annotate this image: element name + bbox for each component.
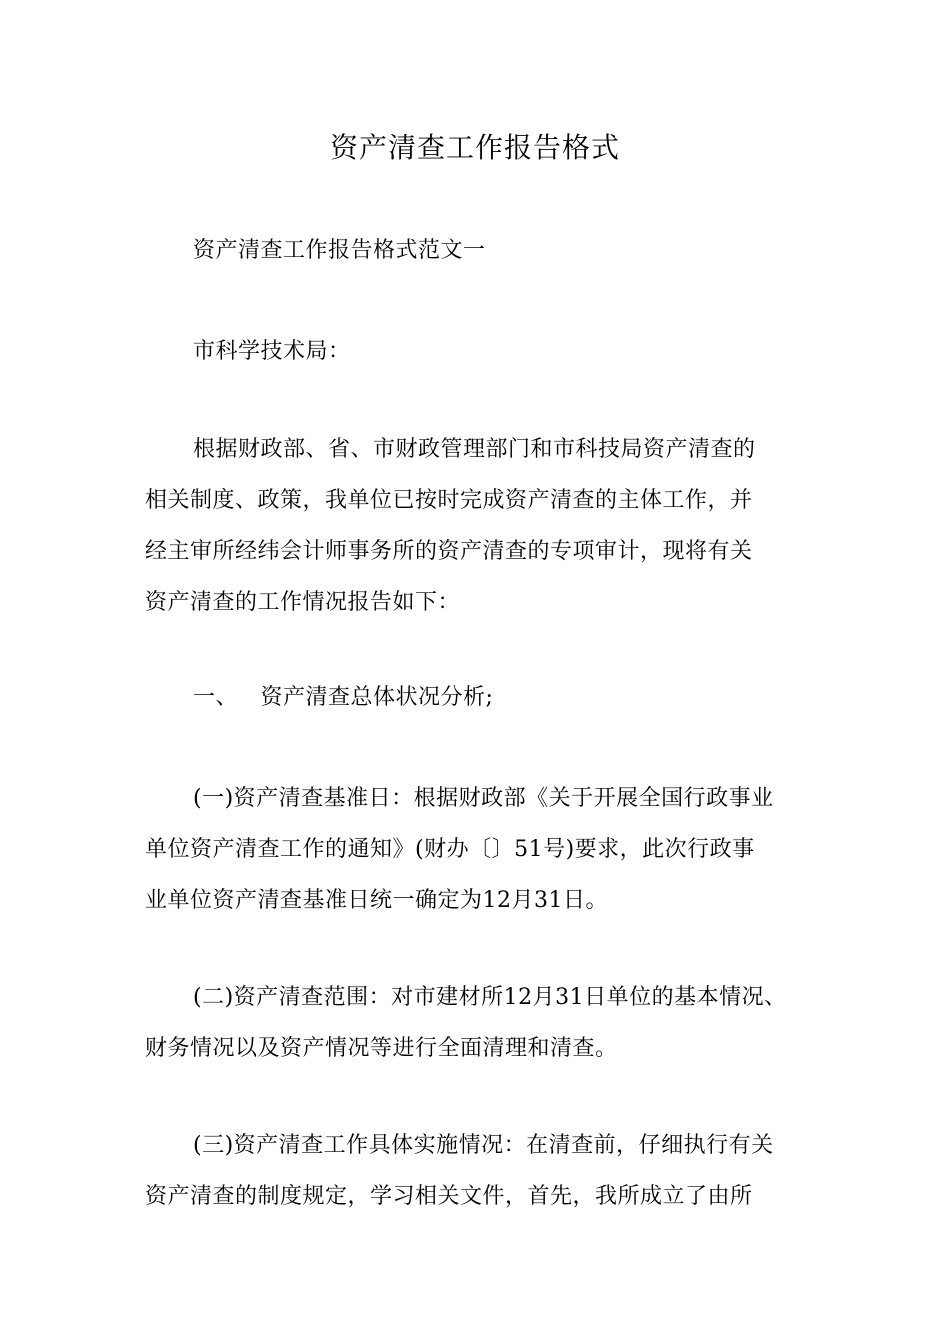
paragraph-line: 资产清查的工作情况报告如下：: [145, 590, 461, 615]
document-subtitle: [145, 225, 817, 276]
paragraph-line: (二)资产清查范围：对市建材所12月31日单位的基本情况、: [193, 985, 787, 1010]
document-title: 资产清查工作报告格式: [329, 131, 620, 164]
paragraph-intro: [145, 424, 817, 628]
salutation: [145, 326, 817, 377]
subtitle-line: 资产清查工作报告格式范文一: [193, 238, 486, 263]
section-heading-1: [145, 672, 817, 723]
paragraph-line: 业单位资产清查基准日统一确定为12月31日。: [145, 888, 608, 913]
paragraph-line: 根据财政部、省、市财政管理部门和市科技局资产清查的: [193, 437, 756, 462]
paragraph-line: 经主审所经纬会计师事务所的资产清查的专项审计，现将有关: [145, 539, 753, 564]
section-heading-line: 一、 资产清查总体状况分析;: [193, 685, 494, 710]
paragraph-implementation: [145, 1120, 817, 1222]
salutation-line: 市科学技术局：: [193, 339, 351, 364]
paragraph-line: (一)资产清查基准日：根据财政部《关于开展全国行政事业: [193, 786, 774, 811]
paragraph-baseline-date: [145, 773, 817, 926]
paragraph-line: 财务情况以及资产情况等进行全面清理和清查。: [145, 1036, 618, 1061]
paragraph-line: 相关制度、政策，我单位已按时完成资产清查的主体工作，并: [145, 488, 753, 513]
paragraph-scope: [145, 972, 817, 1074]
paragraph-line: 单位资产清查工作的通知》(财办〔〕51号)要求，此次行政事: [145, 837, 755, 862]
paragraph-line: (三)资产清查工作具体实施情况：在清查前，仔细执行有关: [193, 1133, 774, 1158]
paragraph-line: 资产清查的制度规定，学习相关文件，首先，我所成立了由所: [145, 1184, 753, 1209]
